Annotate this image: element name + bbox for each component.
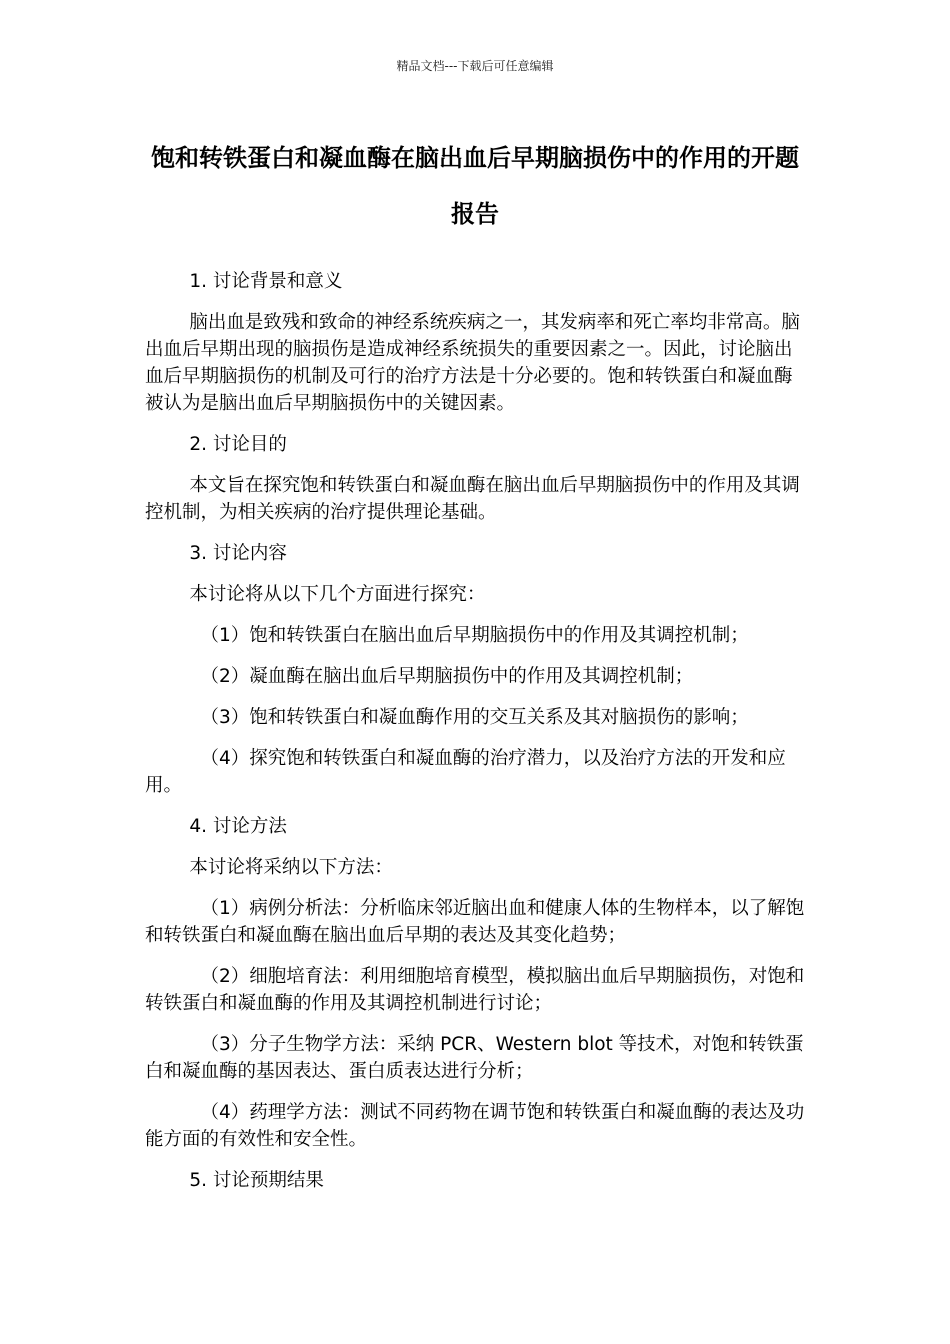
document-title: 饱和转铁蛋白和凝血酶在脑出血后早期脑损伤中的作用的开题报告 (151, 144, 799, 228)
section-3-heading: 3. 讨论内容 (189, 543, 287, 564)
section-5-heading: 5. 讨论预期结果 (189, 1170, 324, 1191)
page-header-note: 精品文档---下载后可任意编辑 (396, 59, 554, 73)
section-1-paragraph: 脑出血是致残和致命的神经系统疾病之一，其发病率和死亡率均非常高。脑出血后早期出现的脑损伤是造成神经系统损失的重要因素之一。因此，讨论脑出血后早期脑损伤的机制及可行的治疗方法是十分必要的。饱和转铁蛋白和凝血酶被认为是脑出血后早期脑损伤中的关键因素。 (145, 312, 800, 414)
section-4-item: （2）细胞培育法：利用细胞培育模型，模拟脑出血后早期脑损伤，对饱和转铁蛋白和凝血酶的作用及其调控机制进行讨论； (145, 966, 805, 1014)
section-3-item: （4）探究饱和转铁蛋白和凝血酶的治疗潜力，以及治疗方法的开发和应用。 (145, 748, 786, 796)
document-body (145, 268, 805, 1208)
section-2-paragraph: 本文旨在探究饱和转铁蛋白和凝血酶在脑出血后早期脑损伤中的作用及其调控机制，为相关疾病的治疗提供理论基础。 (145, 475, 800, 523)
section-3-item: （1）饱和转铁蛋白在脑出血后早期脑损伤中的作用及其调控机制； (200, 625, 749, 646)
section-4-item: （4）药理学方法：测试不同药物在调节饱和转铁蛋白和凝血酶的表达及功能方面的有效性和安全性。 (145, 1102, 805, 1150)
section-3-item: （2）凝血酶在脑出血后早期脑损伤中的作用及其调控机制； (200, 666, 694, 687)
section-2-heading: 2. 讨论目的 (189, 434, 287, 455)
section-4-heading: 4. 讨论方法 (189, 816, 287, 837)
section-1-heading: 1. 讨论背景和意义 (189, 271, 343, 292)
section-4-item: （3）分子生物学方法：采纳 PCR、Western blot 等技术，对饱和转铁蛋白和凝血酶的基因表达、蛋白质表达进行分析； (145, 1034, 804, 1082)
section-3-item: （3）饱和转铁蛋白和凝血酶作用的交互关系及其对脑损伤的影响； (200, 707, 749, 728)
section-4-intro: 本讨论将采纳以下方法： (189, 857, 393, 878)
section-3-intro: 本讨论将从以下几个方面进行探究： (189, 584, 486, 605)
section-4-item: （1）病例分析法：分析临床邻近脑出血和健康人体的生物样本，以了解饱和转铁蛋白和凝血酶在脑出血后早期的表达及其变化趋势； (145, 898, 805, 946)
